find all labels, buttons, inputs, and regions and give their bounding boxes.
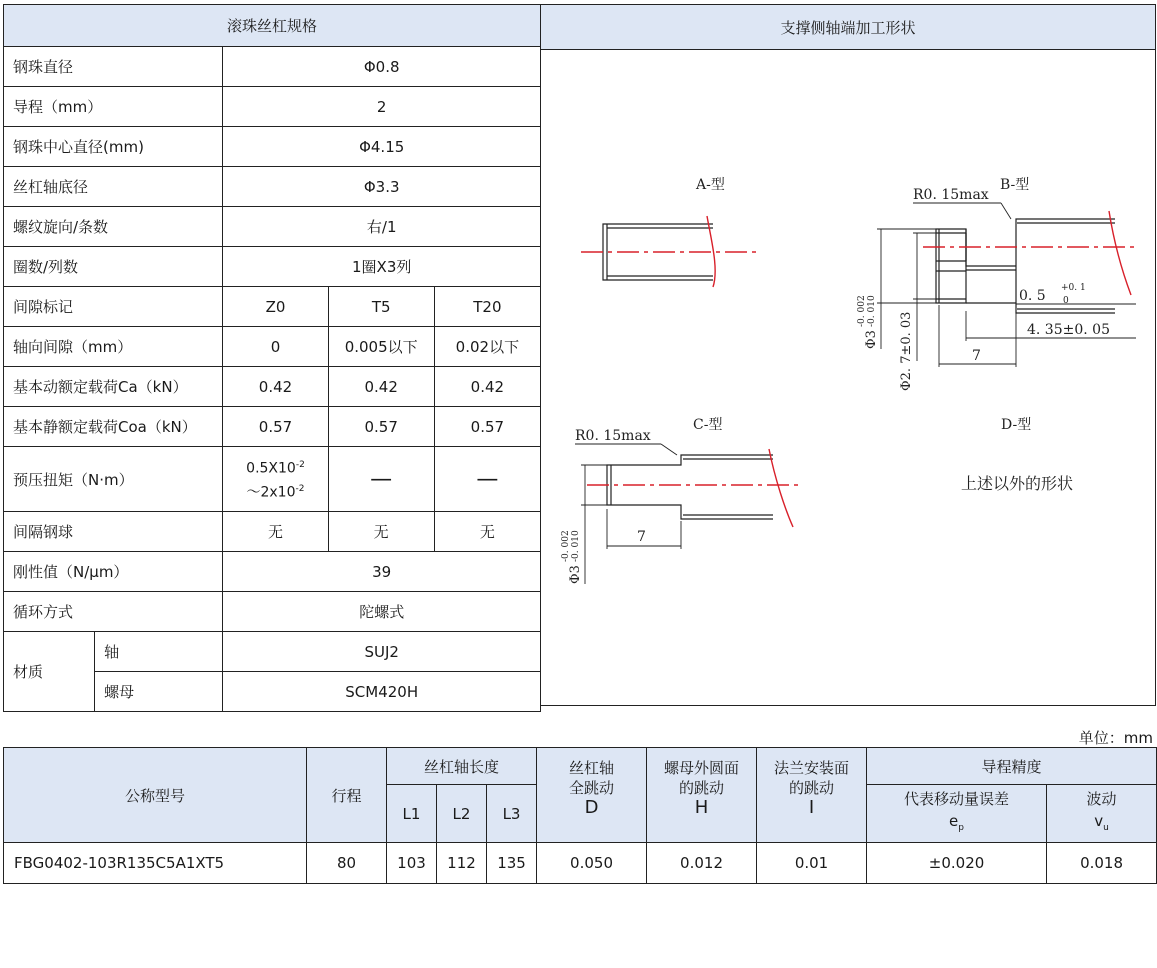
root-dia-value: Φ3.3: [223, 167, 541, 207]
spacer-z0: 无: [223, 512, 328, 552]
drawing-title: 支撑侧轴端加工形状: [541, 5, 1155, 50]
turns-label: 圈数/列数: [4, 247, 223, 287]
material-nut-value: SCM420H: [223, 672, 541, 712]
spacer-t5: 无: [328, 512, 434, 552]
row-model: FBG0402-103R135C5A1XT5: [4, 843, 307, 884]
h-ep-sub: p: [958, 823, 964, 834]
h-l2: L2: [437, 785, 487, 843]
h-vu-b: v: [1094, 812, 1104, 831]
c-tol-up: -0. 002: [561, 530, 571, 562]
shaft-end-drawings: [541, 49, 1155, 705]
spec-table: [3, 4, 541, 712]
b-type-label: B-型: [1000, 177, 1030, 193]
h-nut-b: 的跳动: [679, 779, 725, 797]
h-runout-c: D: [584, 797, 599, 818]
root-dia-label: 丝杠轴底径: [4, 167, 223, 207]
ball-dia-value: Φ0.8: [223, 47, 541, 87]
row-d: 0.050: [537, 843, 647, 884]
axial-clearance-z0: 0: [223, 327, 328, 367]
row-l1: 103: [387, 843, 437, 884]
rigidity-label: 刚性值（N/μm）: [4, 552, 223, 592]
spec-title: 滚珠丝杠规格: [4, 5, 541, 47]
h-l1: L1: [387, 785, 437, 843]
dimension-lines: [575, 203, 1136, 584]
h-vu-a: 波动: [1086, 790, 1117, 809]
h-model: 公称型号: [4, 748, 307, 843]
material-shaft-value: SUJ2: [223, 632, 541, 672]
clearance-mark-t5: T5: [328, 287, 434, 327]
axial-clearance-t5: 0.005以下: [328, 327, 434, 367]
b-radius-note: R0. 15max: [913, 187, 989, 203]
b-dim-05: 0. 5: [1019, 288, 1046, 304]
c-type-shaft: [607, 455, 773, 519]
h-accuracy: 导程精度: [867, 748, 1157, 785]
b-tol-phi3-lo: -0. 010: [867, 295, 877, 327]
h-flange-b: 的跳动: [789, 779, 835, 797]
dyn-load-t5: 0.42: [328, 367, 434, 407]
h-ep: [867, 785, 1047, 843]
b-tol-05-lo: 0: [1063, 296, 1069, 306]
material-nut-label: 螺母: [95, 672, 223, 712]
lead-value: 2: [223, 87, 541, 127]
row-ep: ±0.020: [867, 843, 1047, 884]
b-dim-7: 7: [972, 348, 981, 364]
row-l3: 135: [487, 843, 537, 884]
material-shaft-label: 轴: [95, 632, 223, 672]
stat-load-t5: 0.57: [328, 407, 434, 447]
preload-z0-max: ～2x10: [246, 484, 296, 501]
product-table: [3, 747, 1157, 884]
turns-value: 1圈X3列: [223, 247, 541, 287]
dyn-load-z0: 0.42: [223, 367, 328, 407]
shaft-end-drawing-panel: [540, 4, 1156, 706]
c-type-label: C-型: [693, 417, 723, 433]
h-flange-a: 法兰安装面: [774, 759, 850, 777]
b-tol-phi3-up: -0. 002: [857, 295, 867, 327]
material-label: 材质: [4, 632, 95, 712]
h-nut-a: 螺母外圆面: [664, 759, 740, 777]
h-nut-c: H: [694, 797, 709, 818]
b-dim-phi3: Φ3: [864, 330, 879, 349]
row-h: 0.012: [647, 843, 757, 884]
ball-dia-label: 钢珠直径: [4, 47, 223, 87]
c-dim-7: 7: [637, 529, 646, 545]
h-nut: [647, 748, 757, 843]
h-stroke: 行程: [307, 748, 387, 843]
stat-load-label: 基本静额定载荷Coa（kN）: [4, 407, 223, 447]
b-dim-435: 4. 35±0. 05: [1027, 322, 1110, 338]
preload-z0-min-exp: -2: [295, 460, 305, 471]
thread-value: 右/1: [223, 207, 541, 247]
preload-z0-max-exp: -2: [295, 484, 305, 494]
c-radius-note: R0. 15max: [575, 428, 651, 444]
b-tol-05-up: +0. 1: [1061, 283, 1086, 293]
dyn-load-label: 基本动额定载荷Ca（kN）: [4, 367, 223, 407]
d-type-label: D-型: [1001, 417, 1032, 433]
spacer-label: 间隔钢球: [4, 512, 223, 552]
table-row: [4, 843, 1157, 884]
rigidity-value: 39: [223, 552, 541, 592]
row-vu: 0.018: [1047, 843, 1157, 884]
h-flange-c: I: [808, 797, 815, 818]
axial-clearance-label: 轴向间隙（mm）: [4, 327, 223, 367]
axial-clearance-t20: 0.02以下: [434, 327, 540, 367]
h-l3: L3: [487, 785, 537, 843]
clearance-mark-t20: T20: [434, 287, 540, 327]
h-vu: [1047, 785, 1157, 843]
unit-note: 单位：mm: [1078, 729, 1153, 747]
h-flange: [757, 748, 867, 843]
h-ep-b: e: [949, 812, 959, 831]
row-stroke: 80: [307, 843, 387, 884]
circulation-label: 循环方式: [4, 592, 223, 632]
h-runout: [537, 748, 647, 843]
d-type-description: 上述以外的形状: [961, 474, 1074, 493]
ball-center-dia-label: 钢珠中心直径(mm): [4, 127, 223, 167]
dyn-load-t20: 0.42: [434, 367, 540, 407]
preload-z0-min: 0.5X10: [246, 461, 296, 477]
h-ep-a: 代表移动量误差: [904, 790, 1010, 809]
h-runout-a: 丝杠轴: [569, 759, 615, 777]
a-type-label: A-型: [696, 177, 725, 193]
preload-t20: —: [434, 447, 540, 512]
lead-label: 导程（mm）: [4, 87, 223, 127]
circulation-value: 陀螺式: [223, 592, 541, 632]
stat-load-z0: 0.57: [223, 407, 328, 447]
h-length: 丝杠轴长度: [387, 748, 537, 785]
b-dim-phi27: Φ2. 7±0. 03: [899, 311, 914, 391]
h-vu-sub: u: [1103, 823, 1109, 834]
c-tol-lo: -0. 010: [571, 530, 581, 562]
stat-load-t20: 0.57: [434, 407, 540, 447]
h-runout-b: 全跳动: [569, 779, 615, 797]
preload-t5: —: [328, 447, 434, 512]
clearance-mark-z0: Z0: [223, 287, 328, 327]
thread-label: 螺纹旋向/条数: [4, 207, 223, 247]
row-l2: 112: [437, 843, 487, 884]
ball-center-dia-value: Φ4.15: [223, 127, 541, 167]
preload-label: 预压扭矩（N·m）: [4, 447, 223, 512]
c-dim-phi3: Φ3: [568, 565, 583, 584]
spacer-t20: 无: [434, 512, 540, 552]
row-i: 0.01: [757, 843, 867, 884]
clearance-mark-label: 间隙标记: [4, 287, 223, 327]
preload-z0: [223, 447, 328, 512]
